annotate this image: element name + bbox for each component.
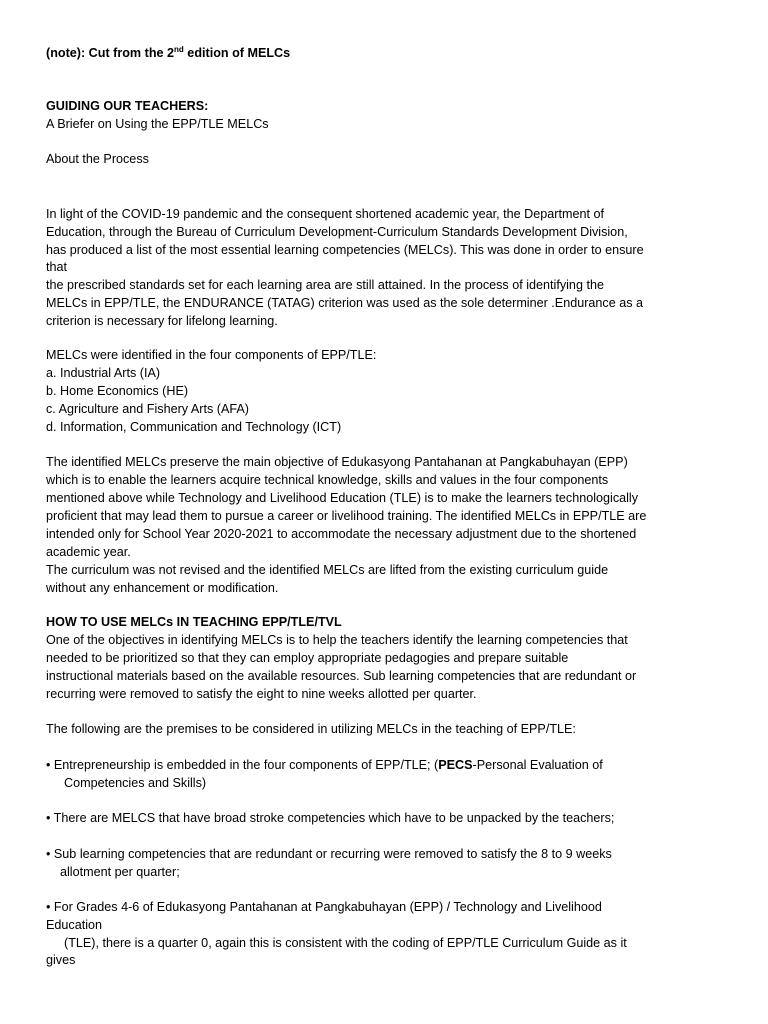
- bullet-grades: • For Grades 4-6 of Edukasyong Pantahanan at Pangkabuhayan (EPP) / Technology and Livelihood: [46, 900, 602, 914]
- intro-line: In light of the COVID-19 pandemic and the consequent shortened academic year, the Department of: [46, 207, 604, 221]
- component-item: c. Agriculture and Fishery Arts (AFA): [46, 402, 249, 416]
- intro-line: the prescribed standards set for each learning area are still attained. In the process of identifying the: [46, 278, 604, 292]
- intro-line: MELCs in EPP/TLE, the ENDURANCE (TATAG) criterion was used as the sole determiner .Endurance as a: [46, 296, 644, 310]
- intro-line: has produced a list of the most essential learning competencies (MELCs). This was done in order to ensure: [46, 243, 644, 257]
- objective-line: which is to enable the learners acquire technical knowledge, skills and values in the four components: [46, 473, 609, 487]
- section-heading-about: About the Process: [46, 152, 149, 166]
- bullet-broad-stroke: • There are MELCS that have broad stroke competencies which have to be unpacked by the teachers;: [46, 811, 615, 825]
- objective-line: without any enhancement or modification.: [46, 581, 279, 595]
- howto-line: One of the objectives in identifying MELCs is to help the teachers identify the learning competencies that: [46, 633, 628, 647]
- note-superscript: nd: [174, 44, 184, 54]
- bullet-continuation: Competencies and Skills): [64, 776, 207, 790]
- bullet-sub-competencies: • Sub learning competencies that are redundant or recurring were removed to satisfy the 8 to 9 weeks: [46, 847, 612, 861]
- edition-note: [46, 44, 290, 62]
- bullet-entrepreneurship: [46, 756, 603, 774]
- document-subtitle: A Briefer on Using the EPP/TLE MELCs: [46, 117, 269, 131]
- components-intro: MELCs were identified in the four components of EPP/TLE:: [46, 348, 377, 362]
- intro-line: criterion is necessary for lifelong learning.: [46, 314, 278, 328]
- component-item: d. Information, Communication and Technology (ICT): [46, 420, 342, 434]
- bullet-continuation: gives: [46, 953, 76, 967]
- objective-line: mentioned above while Technology and Livelihood Education (TLE) is to make the learners technologically: [46, 491, 639, 505]
- objective-line: academic year.: [46, 545, 131, 559]
- bullet-continuation: allotment per quarter;: [60, 865, 180, 879]
- objective-line: proficient that may lead them to pursue a career or livelihood training. The identified MELCs in EPP/TLE are: [46, 509, 647, 523]
- bullet-text: • Entrepreneurship is embedded in the four components of EPP/TLE; (: [46, 758, 439, 772]
- note-text: (note): Cut from the 2: [46, 46, 175, 60]
- note-text-end: edition of MELCs: [183, 46, 291, 60]
- intro-line: Education, through the Bureau of Curriculum Development-Curriculum Standards Development Division,: [46, 225, 628, 239]
- objective-line: The identified MELCs preserve the main objective of Edukasyong Pantahanan at Pangkabuhayan (EPP): [46, 455, 628, 469]
- component-item: a. Industrial Arts (IA): [46, 366, 161, 380]
- document-title: GUIDING OUR TEACHERS:: [46, 99, 209, 113]
- premises-intro: The following are the premises to be considered in utilizing MELCs in the teaching of EPP/TLE:: [46, 722, 576, 736]
- component-item: b. Home Economics (HE): [46, 384, 189, 398]
- howto-line: instructional materials based on the available resources. Sub learning competencies that are redundant or: [46, 669, 637, 683]
- objective-line: intended only for School Year 2020-2021 to accommodate the necessary adjustment due to the shortened: [46, 527, 637, 541]
- bullet-continuation: (TLE), there is a quarter 0, again this is consistent with the coding of EPP/TLE Curriculum Guide as it: [64, 936, 627, 950]
- bullet-text-end: -Personal Evaluation of: [472, 758, 603, 772]
- section-heading-howto: HOW TO USE MELCs IN TEACHING EPP/TLE/TVL: [46, 615, 342, 629]
- objective-line: The curriculum was not revised and the identified MELCs are lifted from the existing curriculum guide: [46, 563, 609, 577]
- howto-line: needed to be prioritized so that they can employ appropriate pedagogies and prepare suitable: [46, 651, 569, 665]
- bullet-bold-term: PECS: [438, 758, 473, 772]
- bullet-continuation: Education: [46, 918, 103, 932]
- howto-line: recurring were removed to satisfy the eight to nine weeks allotted per quarter.: [46, 687, 477, 701]
- intro-line: that: [46, 260, 68, 274]
